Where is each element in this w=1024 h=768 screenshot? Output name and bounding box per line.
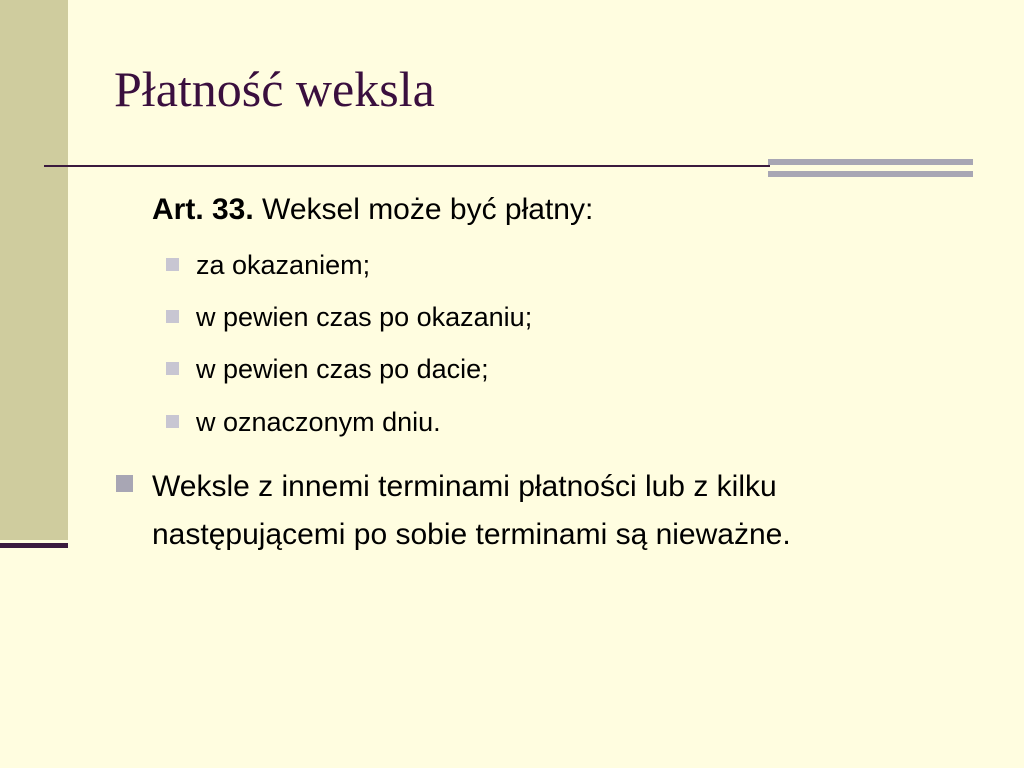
sub-item-text: w pewien czas po okazaniu; <box>196 302 533 332</box>
square-bullet-icon <box>166 258 179 271</box>
square-bullet-icon <box>166 310 179 323</box>
sub-item-text: za okazaniem; <box>196 250 371 280</box>
sub-item-text: w pewien czas po dacie; <box>196 354 489 384</box>
article-label: Art. 33. <box>152 193 254 226</box>
sub-list-item <box>166 354 489 385</box>
sub-list-item <box>166 302 532 333</box>
title-divider <box>44 165 770 167</box>
accent-bar-bottom <box>768 171 973 177</box>
main-item-text: Weksle z innemi terminami płatności lub z kilku następującemi po sobie terminami są nieważne. <box>152 470 791 551</box>
accent-bars <box>768 159 973 179</box>
square-bullet-icon <box>166 415 179 428</box>
sub-item-text: w oznaczonym dniu. <box>196 407 441 437</box>
sub-list-item <box>166 250 370 281</box>
slide-title: Płatność weksla <box>114 61 435 117</box>
article-line <box>152 193 593 227</box>
left-accent-bar <box>0 543 68 548</box>
sub-list-item <box>166 407 441 438</box>
square-bullet-icon <box>116 475 133 492</box>
left-decorative-band <box>0 0 68 540</box>
square-bullet-icon <box>166 362 179 375</box>
article-text: Weksel może być płatny: <box>253 193 594 226</box>
accent-bar-top <box>768 159 973 165</box>
